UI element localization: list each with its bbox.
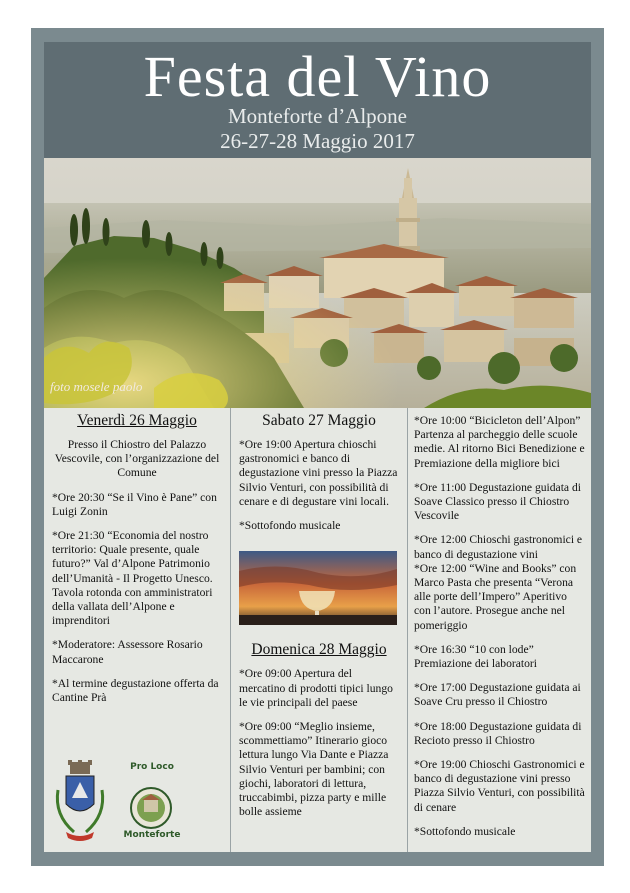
poster-dates: 26-27-28 Maggio 2017 bbox=[220, 129, 415, 153]
event-item: *Al termine degustazione offerta da Cantine Prà bbox=[52, 676, 219, 705]
pro-loco-label: Pro Loco bbox=[130, 762, 174, 772]
event-item: *Ore 19:00 Apertura chioschi gastronomici e banco di degustazione vini presso la Piazza Silvio Venturi, con possibilità di cenare e di degustare vini locali. bbox=[239, 438, 398, 508]
event-item: *Ore 12:00 Chioschi gastronomici e banco di degustazione vini *Ore 12:00 “Wine and Books” con Marco Pasta che presenta “Verona alle porte dell’Impero” Aperitivo con l’autore. Prosegue anche nel pomeriggio bbox=[414, 533, 583, 632]
poster bbox=[44, 42, 591, 852]
event-item: *Ore 17:00 Degustazione guidata ai Soave Cru presso il Chiostro bbox=[414, 681, 581, 709]
event-item: *Ore 21:30 “Economia del nostro territorio: Quale presente, quale futuro?” Val d’Alpone Patrimonio dell’Umanità - Il Progetto Unesco. Tavola rotonda con amministratori della vallata dell’Alpone e imprenditori bbox=[52, 529, 213, 628]
village-photo bbox=[44, 158, 591, 408]
wine-glass-sunset-photo bbox=[239, 551, 397, 625]
event-item: Presso il Chiostro del Palazzo Vescovile, con l’organizzazione del Comune bbox=[54, 438, 220, 480]
photo-credit: foto mosele paolo bbox=[50, 379, 143, 394]
column-saturday-sunday bbox=[231, 408, 407, 852]
poster-subtitle: Monteforte d’Alpone bbox=[227, 104, 408, 128]
poster-header bbox=[44, 42, 591, 158]
village-illustration bbox=[44, 158, 591, 408]
event-item: *Sottofondo musicale bbox=[414, 824, 516, 838]
day-heading-sunday: Domenica 28 Maggio bbox=[251, 641, 387, 659]
municipal-coat-of-arms-icon bbox=[52, 760, 108, 844]
event-item: *Ore 10:00 “Bicicleton dell’Alpon” Partenza al parcheggio delle scuole medie. Al ritorno Bici Benedizione e Premiazione della migliore bici bbox=[414, 414, 585, 470]
column-sunday-continued bbox=[408, 408, 591, 858]
event-item: *Moderatore: Assessore Rosario Maccarone bbox=[52, 638, 203, 666]
day-heading-friday: Venerdì 26 Maggio bbox=[77, 412, 197, 429]
event-item: *Ore 18:00 Degustazione guidata di Recioto presso il Chiostro bbox=[414, 719, 582, 747]
event-item: *Ore 09:00 “Meglio insieme, scommettiamo” Itinerario gioco lettura lungo Via Dante e Piazza Silvio Venturi per bambini; con giochi, laboratori di lettura, truccabimbi, pizza party e mille bolle assieme bbox=[239, 720, 389, 819]
event-item: *Sottofondo musicale bbox=[239, 519, 341, 533]
column-friday bbox=[44, 408, 230, 852]
logos bbox=[48, 760, 228, 844]
event-item: *Ore 19:00 Chioschi Gastronomici e banco di degustazione vini presso Piazza Silvio Venturi, con possibilità di cenare bbox=[414, 758, 585, 814]
event-item: *Ore 20:30 “Se il Vino è Pane” con Luigi Zonin bbox=[52, 490, 217, 518]
event-item: *Ore 11:00 Degustazione guidata di Soave Classico presso il Chiostro Vescovile bbox=[414, 480, 581, 523]
poster-title: Festa del Vino bbox=[143, 44, 492, 109]
event-item: *Ore 09:00 Apertura del mercatino di prodotti tipici lungo le vie principali del paese bbox=[239, 667, 393, 709]
pro-loco-town: Monteforte bbox=[123, 830, 181, 840]
event-item: *Ore 16:30 “10 con lode” Premiazione dei laboratori bbox=[414, 642, 537, 671]
day-heading-saturday: Sabato 27 Maggio bbox=[262, 412, 376, 429]
